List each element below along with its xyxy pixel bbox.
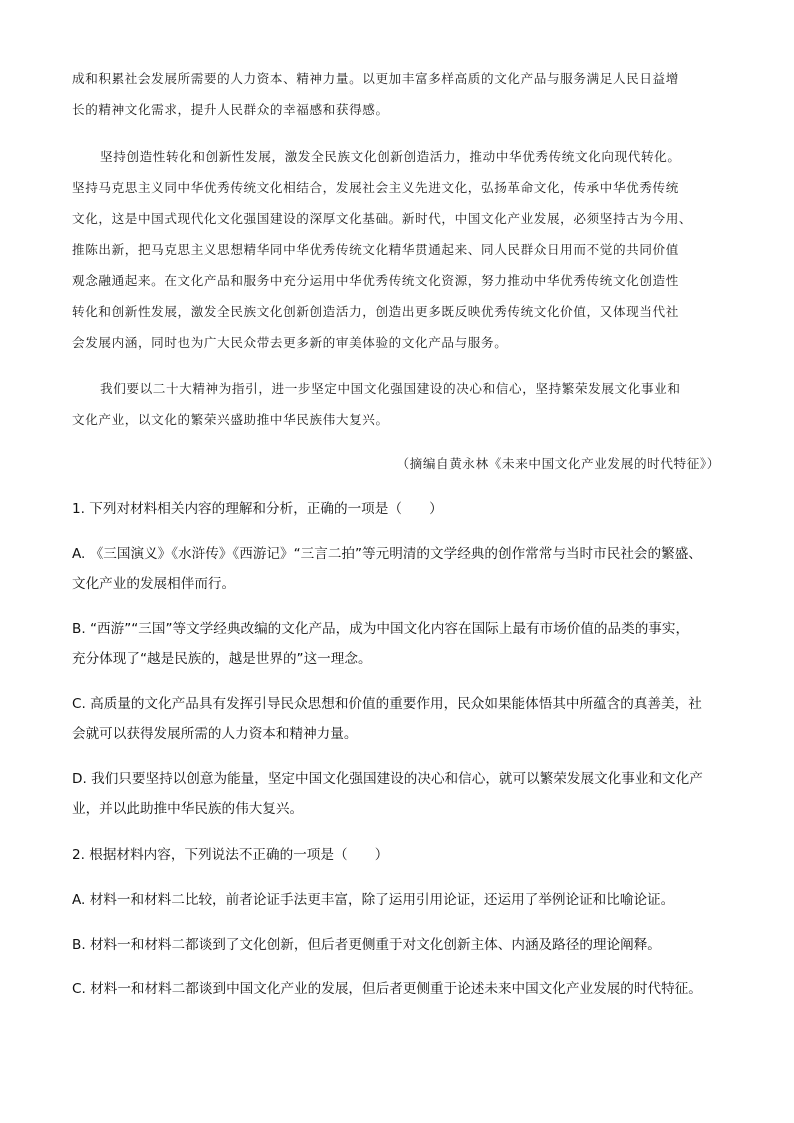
question-1-option-c-line-2: 会就可以获得发展所需的人力资本和精神力量。 <box>72 726 358 742</box>
passage-p3-line-2: 文化产业，以文化的繁荣兴盛助推中华民族伟大复兴。 <box>72 412 389 427</box>
question-1-option-d-line-1: D. 我们只要坚持以创意为能量，坚定中国文化强国建设的决心和信心，就可以繁荣发展文化事业和文化产 <box>72 771 703 787</box>
passage-p2-line-7: 会发展内涵，同时也为广大民众带去更多新的审美体验的文化产品与服务。 <box>72 335 508 350</box>
passage-p2-line-1: 坚持创造性转化和创新性发展，激发全民族文化创新创造活力，推动中华优秀传统文化向现代转化。 <box>100 149 681 164</box>
passage-p1-line-2: 长的精神文化需求，提升人民群众的幸福感和获得感。 <box>72 102 389 117</box>
passage-p2-line-4: 推陈出新，把马克思主义思想精华同中华优秀传统文化精华贯通起来、同人民群众日用而不觉的共同价值 <box>72 242 679 257</box>
passage-p2-line-6: 转化和创新性发展，激发全民族文化创新创造活力，创造出更多既反映优秀传统文化价值，又体现当代社 <box>72 304 679 319</box>
passage-p1-line-1: 成和积累社会发展所需要的人力资本、精神力量。以更加丰富多样高质的文化产品与服务满足人民日益增 <box>72 71 679 86</box>
question-1-stem: 1. 下列对材料相关内容的理解和分析，正确的一项是（ ） <box>72 501 443 517</box>
question-1-option-a-line-1: A. 《三国演义》《水浒传》《西游记》“三言二拍”等元明清的文学经典的创作常常与当时市民社会的繁盛、 <box>72 546 702 562</box>
question-1-option-d-line-2: 业，并以此助推中华民族的伟大复兴。 <box>72 801 304 817</box>
question-2-option-c: C. 材料一和材料二都谈到中国文化产业的发展，但后者更侧重于论述未来中国文化产业发展的时代特征。 <box>72 981 702 997</box>
question-1-option-b-line-2: 充分体现了“越是民族的，越是世界的”这一理念。 <box>72 651 372 667</box>
passage-source: （摘编自黄永林《未来中国文化产业发展的时代特征》） <box>396 456 720 471</box>
passage-p2-line-3: 文化，这是中国式现代化文化强国建设的深厚文化基础。新时代，中国文化产业发展，必须坚持古为今用、 <box>72 211 693 226</box>
passage-p2-line-2: 坚持马克思主义同中华优秀传统文化相结合，发展社会主义先进文化，弘扬革命文化，传承中华优秀传统 <box>72 180 679 195</box>
question-2-option-b: B. 材料一和材料二都谈到了文化创新，但后者更侧重于对文化创新主体、内涵及路径的理论阐释。 <box>72 937 661 953</box>
passage-p2-line-5: 观念融通起来。在文化产品和服务中充分运用中华优秀传统文化资源，努力推动中华优秀传统文化创造性 <box>72 273 679 288</box>
question-2-stem: 2. 根据材料内容，下列说法不正确的一项是（ ） <box>72 847 389 863</box>
question-1-option-c-line-1: C. 高质量的文化产品具有发挥引导民众思想和价值的重要作用，民众如果能体悟其中所蕴含的真善美，社 <box>72 696 702 712</box>
question-1-option-b-line-1: B. “西游”“三国”等文学经典改编的文化产品，成为中国文化内容在国际上最有市场价值的品类的事实， <box>72 621 690 637</box>
question-1-option-a-line-2: 文化产业的发展相伴而行。 <box>72 576 236 592</box>
passage-p3-line-1: 我们要以二十大精神为指引，进一步坚定中国文化强国建设的决心和信心，坚持繁荣发展文化事业和 <box>100 381 681 396</box>
question-2-option-a: A. 材料一和材料二比较，前者论证手法更丰富，除了运用引用论证，还运用了举例论证和比喻论证。 <box>72 892 675 908</box>
